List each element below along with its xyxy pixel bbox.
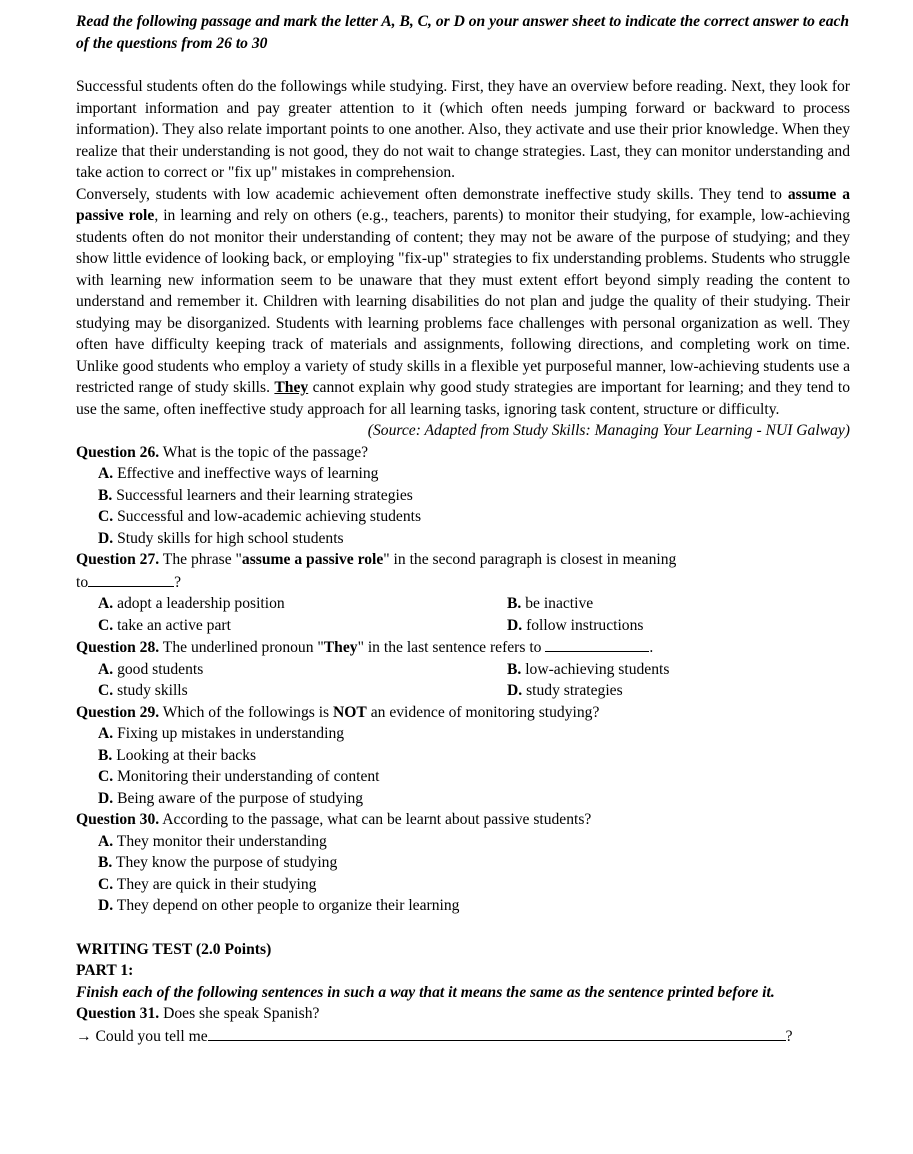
underlined-pronoun-they: They: [274, 379, 309, 396]
q29-option-c: C. Monitoring their understanding of content: [98, 768, 380, 785]
passage-paragraph-2: Conversely, students with low academic achievement often demonstrate ineffective study skills. They tend to assume a passive role, in learning and rely on others (e.g., teachers, parents) to monitor their studying, for example, low-achieving students often do not monitor their understanding of content; they may not be aware of the purpose of studying; and they show little evidence of looking back, or employing "fix-up" strategies to fix understanding problems. Students who struggle with learning new information seem to be unaware that they must extent effort beyond simply reading the content to understand and remember it. Children with learning disabilities do not plan and judge the quality of their studying. Their studying may be disorganized. Students with learning problems face challenges with personal organization as well. They often have difficulty keeping track of materials and assignments, following directions, and completing work on time. Unlike good students who employ a variety of study skills in a flexible yet purposeful manner, low-achieving students use a restricted range of study skills. They cannot explain why good study strategies are important for learning; and they tend to use the same, often ineffective study approach for all learning tasks, ignoring task content, structure or difficulty.: [76, 185, 851, 418]
q28-option-a: A. good students: [98, 660, 204, 678]
answer-blank: [88, 571, 174, 587]
phrase-assume-passive-role: assume a passive role: [76, 185, 851, 224]
question-29: Question 29. Which of the followings is NOT an evidence of monitoring studying?: [76, 703, 600, 721]
question-31-answer-line: → Could you tell me ?: [76, 1025, 850, 1048]
q29-option-d: D. Being aware of the purpose of studying: [98, 789, 364, 807]
document-page: [76, 11, 850, 1047]
q26-option-d: D. Study skills for high school students: [98, 529, 344, 547]
writing-instruction: Finish each of the following sentences in such a way that it means the same as the sentence printed before it.: [76, 983, 775, 1001]
q28-options-row-1: [98, 659, 850, 681]
q30-option-d: D. They depend on other people to organize their learning: [98, 897, 460, 914]
q28-option-b: B. low-achieving students: [507, 660, 670, 678]
q29-option-b: B. Looking at their backs: [98, 746, 257, 764]
answer-blank: [545, 636, 649, 652]
question-30: Question 30. According to the passage, what can be learnt about passive students?: [76, 811, 592, 828]
q30-option-c: C. They are quick in their studying: [98, 875, 317, 893]
question-27: Question 27. The phrase "assume a passive role" in the second paragraph is closest in meaning: [76, 551, 677, 568]
passage-source: (Source: Adapted from Study Skills: Managing Your Learning - NUI Galway): [367, 422, 850, 439]
q26-option-c: C. Successful and low-academic achieving students: [98, 508, 422, 525]
q27-options-row-2: [98, 615, 850, 637]
q28-option-c: C. study skills: [98, 682, 188, 699]
q27-option-c: C. take an active part: [98, 616, 231, 634]
q30-option-a: A. They monitor their understanding: [98, 832, 327, 850]
answer-blank: [208, 1025, 786, 1041]
q26-option-b: B. Successful learners and their learning strategies: [98, 486, 413, 504]
arrow-icon: →: [76, 1027, 92, 1045]
q27-option-b: B. be inactive: [507, 595, 594, 612]
q27-option-a: A. adopt a leadership position: [98, 595, 285, 612]
q28-options-row-2: [98, 680, 850, 702]
writing-part-heading: PART 1:: [76, 962, 134, 979]
reading-instruction: Read the following passage and mark the letter A, B, C, or D on your answer sheet to indicate the correct answer to each of the questions from 26 to 30: [76, 13, 850, 52]
q27-option-d: D. follow instructions: [507, 616, 644, 634]
question-26: Question 26. What is the topic of the passage?: [76, 443, 369, 461]
q28-option-d: D. study strategies: [507, 682, 623, 699]
question-28: Question 28. The underlined pronoun "They" in the last sentence refers to .: [76, 636, 850, 659]
q30-option-b: B. They know the purpose of studying: [98, 854, 338, 871]
q29-option-a: A. Fixing up mistakes in understanding: [98, 725, 345, 742]
writing-test-heading: WRITING TEST (2.0 Points): [76, 940, 272, 958]
question-27-line-2: to ?: [76, 571, 850, 594]
q27-options-row-1: [98, 593, 850, 615]
q26-option-a: A. Effective and ineffective ways of learning: [98, 465, 379, 482]
passage-paragraph-1: Successful students often do the followings while studying. First, they have an overview before reading. Next, they look for important information and pay greater attention to it (which often needs jumping forward or backward to process information). They also relate important points to one another. Also, they activate and use their prior knowledge. When they realize that their understanding is not good, they do not wait to change strategies. Last, they can monitor understanding and take action to correct or "fix up" mistakes in comprehension.: [76, 78, 850, 181]
question-31: Question 31. Does she speak Spanish?: [76, 1005, 320, 1022]
